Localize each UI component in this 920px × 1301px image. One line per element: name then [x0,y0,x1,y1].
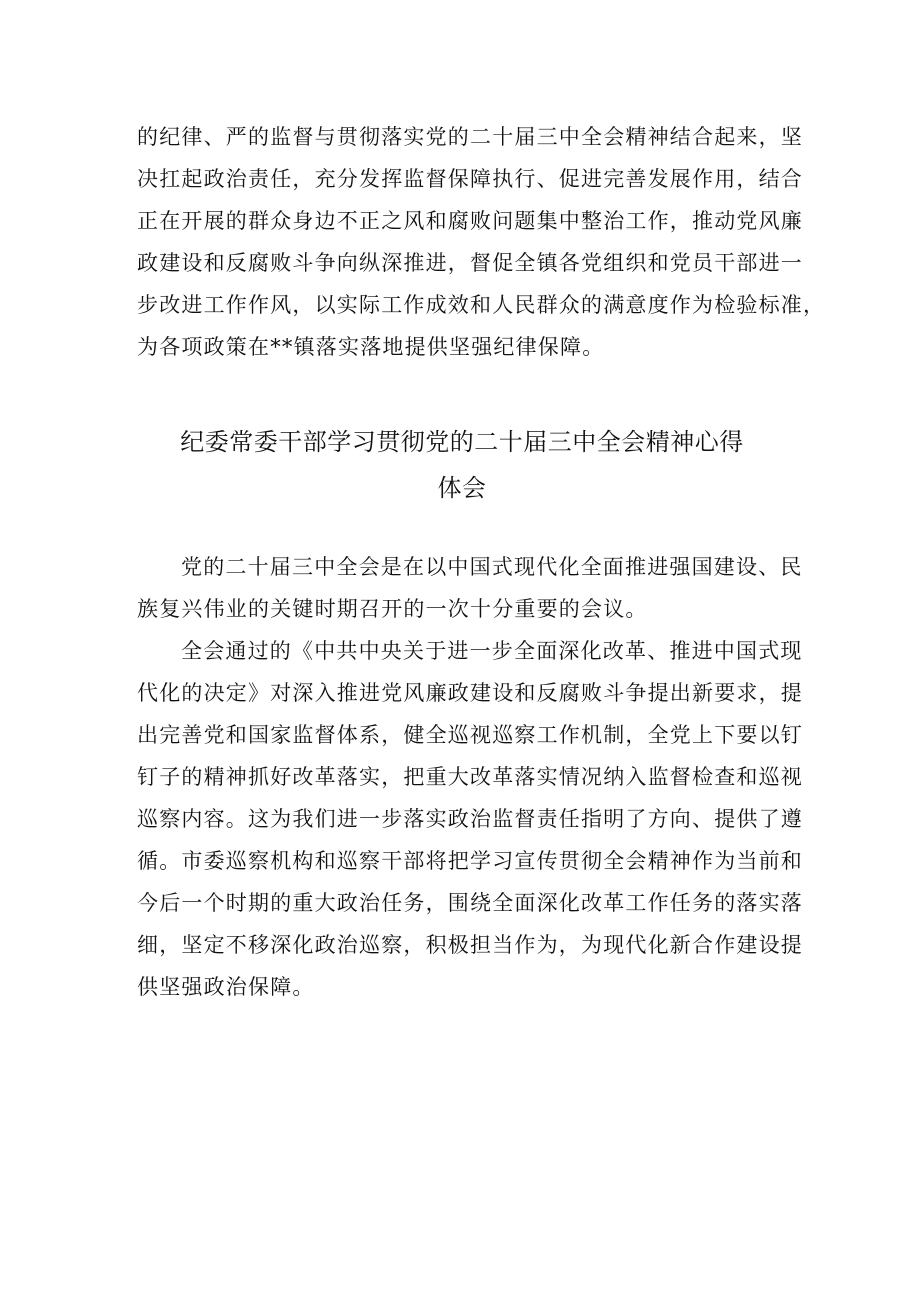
paragraph-line: 步改进工作作风，以实际工作成效和人民群众的满意度作为检验标准， [137,293,826,317]
paragraph-line: 为各项政策在**镇落实落地提供坚强纪律保障。 [137,335,605,359]
paragraph-line: 政建设和反腐败斗争向纵深推进，督促全镇各党组织和党员干部进一 [137,251,803,275]
paragraph-line: 巡察内容。这为我们进一步落实政治监督责任指明了方向、提供了遵 [137,807,803,831]
paragraph-line: 决扛起政治责任，充分发挥监督保障执行、促进完善发展作用，结合 [137,167,803,191]
paragraph-line: 细，坚定不移深化政治巡察，积极担当作为，为现代化新合作建设提 [137,933,803,957]
paragraph-line: 出完善党和国家监督体系，健全巡视巡察工作机制，全党上下要以钉 [137,723,803,747]
title-line-1: 纪委常委干部学习贯彻党的二十届三中全会精神心得 [180,428,744,456]
paragraph-line: 全会通过的《中共中央关于进一步全面深化改革、推进中国式现 [181,639,803,663]
title-line-2: 体会 [437,474,487,502]
body-paragraph-1 [137,546,803,630]
paragraph-line: 钉子的精神抓好改革落实，把重大改革落实情况纳入监督检查和巡视 [137,765,803,789]
paragraph-line: 正在开展的群众身边不正之风和腐败问题集中整治工作，推动党风廉 [137,209,803,233]
paragraph-line: 代化的决定》对深入推进党风廉政建设和反腐败斗争提出新要求，提 [137,681,803,705]
article-title [137,420,787,512]
top-paragraph [137,116,826,368]
paragraph-line: 循。市委巡察机构和巡察干部将把学习宣传贯彻全会精神作为当前和 [137,849,803,873]
paragraph-line: 供坚强政治保障。 [137,975,315,999]
body-paragraph-2 [137,630,803,1008]
paragraph-line: 党的二十届三中全会是在以中国式现代化全面推进强国建设、民 [181,555,803,579]
paragraph-line: 族复兴伟业的关键时期召开的一次十分重要的会议。 [137,597,648,621]
paragraph-line: 的纪律、严的监督与贯彻落实党的二十届三中全会精神结合起来，坚 [137,125,803,149]
paragraph-line: 今后一个时期的重大政治任务，围绕全面深化改革工作任务的落实落 [137,891,803,915]
